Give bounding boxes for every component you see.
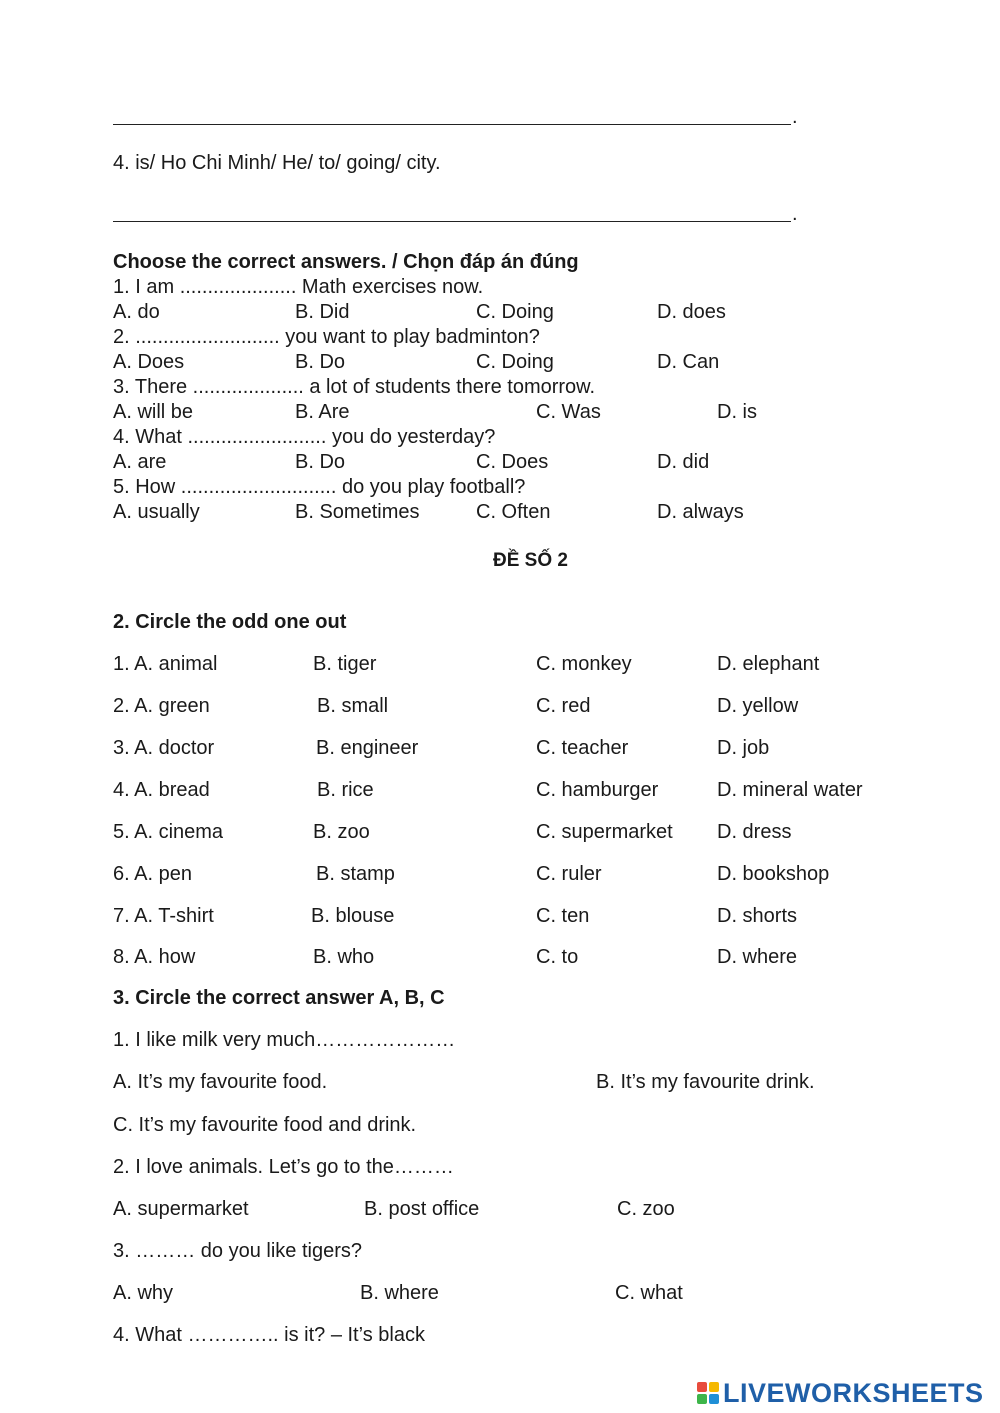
choose-q3: 3. There .................... a lot of students there tomorrow.: [113, 376, 596, 398]
circle-heading: 3. Circle the correct answer A, B, C: [113, 987, 445, 1009]
logo-cube: [709, 1382, 719, 1392]
odd-row-3-opt-a[interactable]: 3. A. doctor: [113, 737, 215, 759]
reorder-question-4: 4. is/ Ho Chi Minh/ He/ to/ going/ city.: [113, 152, 441, 174]
choose-q4: 4. What ......................... you do yesterday?: [113, 426, 496, 448]
logo-cube: [697, 1394, 707, 1404]
choose-q4-opt-d[interactable]: D. did: [657, 451, 710, 473]
odd-row-5-opt-b[interactable]: B. zoo: [313, 821, 370, 843]
brand-name: LIVEWORKSHEETS: [723, 1377, 984, 1408]
odd-heading: 2. Circle the odd one out: [113, 611, 347, 633]
odd-row-2-opt-b[interactable]: B. small: [317, 695, 389, 717]
exam-title: ĐỀ SỐ 2: [493, 550, 568, 571]
odd-row-1-opt-a[interactable]: 1. A. animal: [113, 653, 218, 675]
odd-row-7-opt-c[interactable]: C. ten: [536, 905, 590, 927]
odd-row-1-opt-b[interactable]: B. tiger: [313, 653, 377, 675]
answer-line-3-end: .: [792, 106, 798, 128]
odd-row-1-opt-d[interactable]: D. elephant: [717, 653, 820, 675]
odd-row-5-opt-a[interactable]: 5. A. cinema: [113, 821, 224, 843]
odd-row-6-opt-a[interactable]: 6. A. pen: [113, 863, 192, 885]
circle-q2-opt-b[interactable]: B. post office: [364, 1198, 480, 1220]
choose-q1-opt-c[interactable]: C. Doing: [476, 301, 554, 323]
choose-q4-opt-a[interactable]: A. are: [113, 451, 167, 473]
choose-q3-opt-c[interactable]: C. Was: [536, 401, 601, 423]
circle-q2-opt-c[interactable]: C. zoo: [617, 1198, 675, 1220]
odd-row-8-opt-d[interactable]: D. where: [717, 946, 798, 968]
circle-q1-opt-b[interactable]: B. It’s my favourite drink.: [596, 1071, 815, 1093]
circle-q4: 4. What ………….. is it? – It’s black: [113, 1324, 425, 1346]
odd-row-3-opt-c[interactable]: C. teacher: [536, 737, 629, 759]
choose-q4-opt-c[interactable]: C. Does: [476, 451, 549, 473]
circle-q3-opt-b[interactable]: B. where: [360, 1282, 439, 1304]
choose-q2-opt-d[interactable]: D. Can: [657, 351, 720, 373]
choose-q5-opt-c[interactable]: C. Often: [476, 501, 551, 523]
circle-q3-opt-a[interactable]: A. why: [113, 1282, 174, 1304]
odd-row-4-opt-d[interactable]: D. mineral water: [717, 779, 863, 801]
choose-q5-opt-b[interactable]: B. Sometimes: [295, 501, 420, 523]
answer-line-4[interactable]: [113, 221, 791, 222]
logo-cubes-icon: [697, 1382, 719, 1404]
odd-row-2-opt-a[interactable]: 2. A. green: [113, 695, 210, 717]
odd-row-6-opt-d[interactable]: D. bookshop: [717, 863, 830, 885]
choose-q3-opt-b[interactable]: B. Are: [295, 401, 350, 423]
odd-row-5-opt-d[interactable]: D. dress: [717, 821, 792, 843]
odd-row-8-opt-a[interactable]: 8. A. how: [113, 946, 196, 968]
odd-row-7-opt-a[interactable]: 7. A. T-shirt: [113, 905, 214, 927]
choose-q2: 2. .......................... you want to play badminton?: [113, 326, 540, 348]
circle-q3-opt-c[interactable]: C. what: [615, 1282, 683, 1304]
odd-row-6-opt-c[interactable]: C. ruler: [536, 863, 602, 885]
choose-q1-opt-b[interactable]: B. Did: [295, 301, 350, 323]
circle-q2: 2. I love animals. Let’s go to the………: [113, 1156, 454, 1178]
odd-row-8-opt-b[interactable]: B. who: [313, 946, 375, 968]
odd-row-4-opt-b[interactable]: B. rice: [317, 779, 374, 801]
odd-row-1-opt-c[interactable]: C. monkey: [536, 653, 632, 675]
choose-q1-opt-d[interactable]: D. does: [657, 301, 726, 323]
odd-row-2-opt-c[interactable]: C. red: [536, 695, 591, 717]
circle-q1-opt-a[interactable]: A. It’s my favourite food.: [113, 1071, 328, 1093]
answer-line-4-end: .: [792, 203, 798, 225]
choose-q5: 5. How ............................ do you play football?: [113, 476, 526, 498]
odd-row-6-opt-b[interactable]: B. stamp: [316, 863, 395, 885]
circle-q2-opt-a[interactable]: A. supermarket: [113, 1198, 249, 1220]
logo-cube: [697, 1382, 707, 1392]
odd-row-3-opt-d[interactable]: D. job: [717, 737, 770, 759]
odd-row-4-opt-a[interactable]: 4. A. bread: [113, 779, 210, 801]
logo-cube: [709, 1394, 719, 1404]
choose-q5-opt-d[interactable]: D. always: [657, 501, 744, 523]
choose-q1: 1. I am ..................... Math exercises now.: [113, 276, 484, 298]
odd-row-2-opt-d[interactable]: D. yellow: [717, 695, 799, 717]
choose-q5-opt-a[interactable]: A. usually: [113, 501, 200, 523]
odd-row-5-opt-c[interactable]: C. supermarket: [536, 821, 673, 843]
choose-q3-opt-a[interactable]: A. will be: [113, 401, 194, 423]
odd-row-8-opt-c[interactable]: C. to: [536, 946, 579, 968]
choose-q3-opt-d[interactable]: D. is: [717, 401, 757, 423]
choose-heading: Choose the correct answers. / Chọn đáp án đúng: [113, 251, 579, 273]
choose-q2-opt-b[interactable]: B. Do: [295, 351, 346, 373]
circle-q1: 1. I like milk very much…………………: [113, 1029, 456, 1051]
answer-line-3[interactable]: [113, 124, 791, 125]
choose-q1-opt-a[interactable]: A. do: [113, 301, 160, 323]
choose-q2-opt-a[interactable]: A. Does: [113, 351, 185, 373]
odd-row-7-opt-d[interactable]: D. shorts: [717, 905, 798, 927]
odd-row-3-opt-b[interactable]: B. engineer: [316, 737, 419, 759]
circle-q1-opt-c[interactable]: C. It’s my favourite food and drink.: [113, 1114, 417, 1136]
liveworksheets-logo: [697, 1378, 984, 1408]
choose-q4-opt-b[interactable]: B. Do: [295, 451, 346, 473]
choose-q2-opt-c[interactable]: C. Doing: [476, 351, 554, 373]
odd-row-4-opt-c[interactable]: C. hamburger: [536, 779, 659, 801]
odd-row-7-opt-b[interactable]: B. blouse: [311, 905, 395, 927]
circle-q3: 3. ……… do you like tigers?: [113, 1240, 362, 1262]
